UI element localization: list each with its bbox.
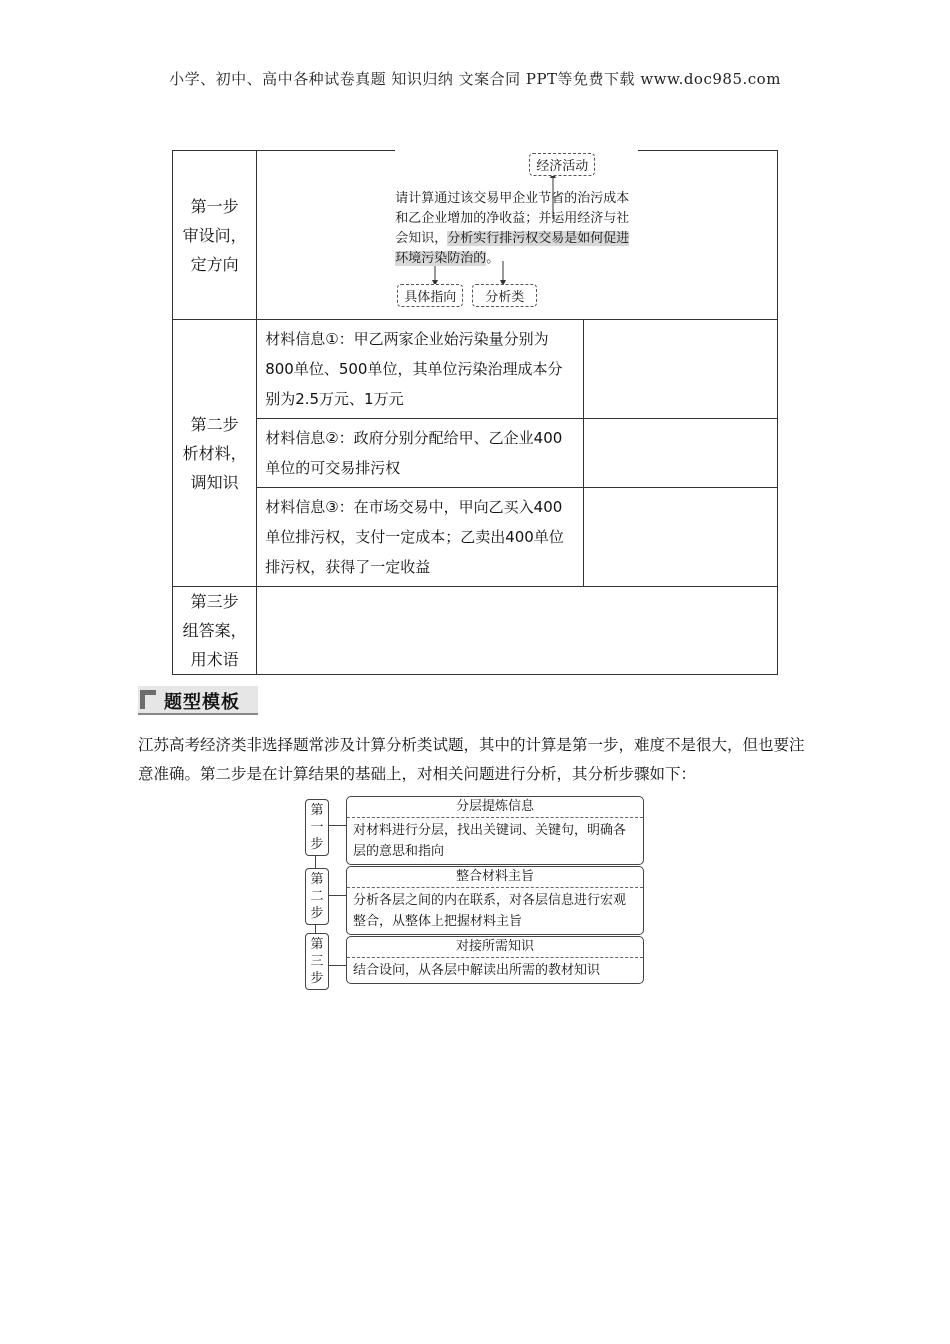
material-info-3: 材料信息③：在市场交易中，甲向乙买入400单位排污权，支付一定成本；乙卖出400单位排污权，获得了一定收益 — [257, 488, 584, 587]
step3-line3: 用术语 — [190, 650, 239, 669]
step3-cell — [173, 587, 257, 675]
flow-step-1-label: 第一步 — [310, 803, 324, 852]
question-text — [395, 189, 635, 269]
flow-step-1 — [305, 799, 329, 856]
flow-box-1-title: 分层提炼信息 — [347, 797, 643, 818]
label-analysis-type: 分析类 — [472, 284, 537, 307]
step1-line3: 定方向 — [190, 254, 239, 274]
step2-line1: 第二步 — [190, 414, 239, 434]
question-highlight: 分析实行排污权交易是如何促进环境污染防治的 — [395, 231, 630, 266]
blank-cell-3 — [583, 488, 777, 587]
step1-line2: 审设问， — [182, 225, 247, 245]
question-diagram — [257, 151, 777, 319]
question-part2: ；并运用经济与社会知识， — [395, 211, 630, 246]
blank-cell-1 — [583, 320, 777, 419]
question-end: 。 — [486, 251, 500, 266]
step3-line1: 第三步 — [190, 592, 239, 611]
step1-cell — [173, 151, 257, 320]
question-part1: 请计算通过该交易甲企业节省的治污成本和乙企业增加的净收益 — [395, 191, 630, 226]
question-diagram-cell — [257, 151, 778, 320]
flow-box-2-title: 整合材料主旨 — [347, 867, 643, 888]
section-marker-icon — [140, 690, 156, 709]
answer-cell — [257, 587, 778, 675]
section-title — [138, 686, 258, 715]
flow-box-1 — [346, 796, 644, 865]
flow-box-3 — [346, 936, 644, 984]
step2-cell — [173, 320, 257, 587]
flow-box-1-body: 对材料进行分层，找出关键词、关键句，明确各层的意思和指向 — [353, 823, 627, 859]
flow-step-2-label: 第二步 — [310, 872, 324, 921]
material-info-1: 材料信息①：甲乙两家企业始污染量分别为800单位、500单位，其单位污染治理成本分别为2.5万元、1万元 — [257, 320, 584, 419]
analysis-table — [172, 150, 778, 675]
label-specific-direction: 具体指向 — [397, 284, 463, 307]
flow-step-3-label: 第三步 — [310, 937, 324, 986]
blank-cell-2 — [583, 419, 777, 488]
page-header: 小学、初中、高中各种试卷真题 知识归纳 文案合同 PPT等免费下载 www.doc985.com — [169, 70, 781, 88]
step-flowchart — [303, 795, 648, 990]
flow-box-2 — [346, 866, 644, 935]
flow-box-2-body: 分析各层之间的内在联系，对各层信息进行宏观整合，从整体上把握材料主旨 — [353, 893, 627, 929]
section-title-text: 题型模板 — [164, 692, 240, 713]
flow-box-3-body: 结合设问，从各层中解读出所需的教材知识 — [353, 963, 601, 978]
label-economic-activity: 经济活动 — [529, 153, 595, 176]
flow-step-3 — [305, 933, 329, 990]
flow-step-2 — [305, 868, 329, 925]
flow-box-3-title: 对接所需知识 — [347, 937, 643, 958]
step2-line3: 调知识 — [190, 472, 239, 492]
intro-paragraph: 江苏高考经济类非选择题常涉及计算分析类试题，其中的计算是第一步，难度不是很大，但也要注意准确。第二步是在计算结果的基础上，对相关问题进行分析，其分析步骤如下： — [138, 736, 805, 783]
material-info-2: 材料信息②：政府分别分配给甲、乙企业400单位的可交易排污权 — [257, 419, 584, 488]
step2-line2: 析材料， — [182, 443, 247, 463]
step1-line1: 第一步 — [190, 196, 239, 216]
step3-line2: 组答案， — [182, 621, 247, 640]
